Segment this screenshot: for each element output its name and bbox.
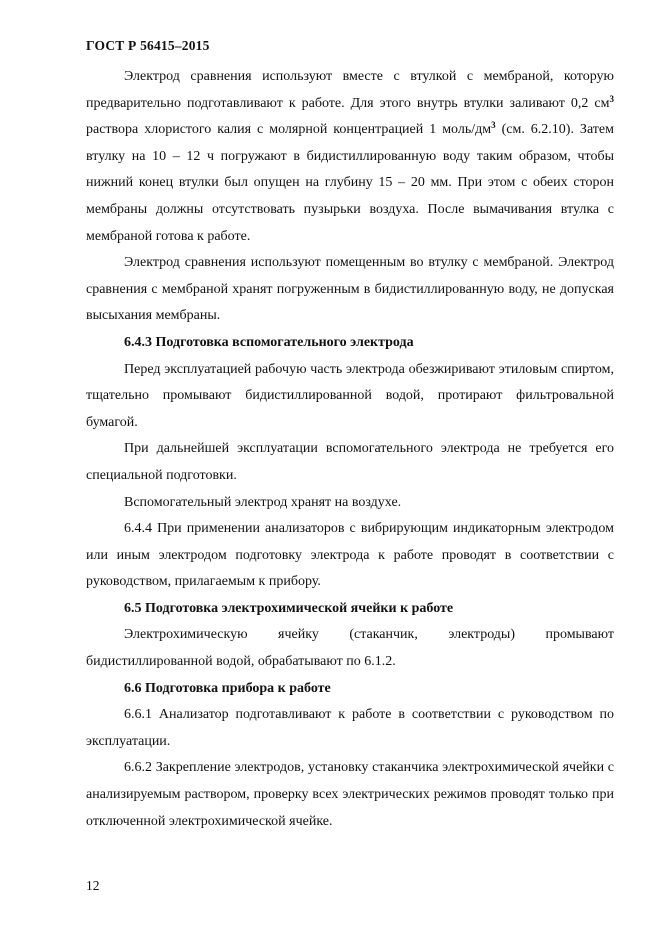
section-heading-6-6: 6.6 Подготовка прибора к работе (124, 680, 331, 696)
paragraph-auxiliary-electrode-prep: Перед эксплуатацией рабочую часть электрода обезжиривают этиловым спиртом, тщательно промывают бидистиллированной водой, протирают фильтровальной бумагой. (86, 361, 614, 430)
paragraph-cell-washing: Электрохимическую ячейку (стаканчик, электроды) промывают бидистиллированной водой, обрабатывают по 6.1.2. (86, 627, 614, 670)
paragraph-text: Электрод сравнения используют вместе с втулкой с мембраной, которую предварительно подготавливают к работе. Для этого внутрь втулки заливают 0,2 см (86, 69, 614, 111)
paragraph-text: раствора хлористого калия с молярной концентрацией 1 моль/дм (86, 122, 492, 138)
paragraph-reference-electrode-storage: Электрод сравнения используют помещенным во втулку с мембраной. Электрод сравнения с мембраной хранят погруженным в бидистиллированную воду, не допуская высыхания мембраны. (86, 255, 614, 324)
page-number: 12 (86, 878, 100, 893)
paragraph-6-6-1: 6.6.1 Анализатор подготавливают к работе в соответствии с руководством по эксплуатации. (86, 707, 614, 749)
section-heading-6-5: 6.5 Подготовка электрохимической ячейки к работе (124, 600, 454, 616)
paragraph-auxiliary-electrode-storage: Вспомогательный электрод хранят на воздухе. (124, 494, 402, 510)
superscript: 3 (609, 93, 614, 104)
paragraph-6-6-2: 6.6.2 Закрепление электродов, установку стаканчика электрохимической ячейки с анализируемым раствором, проверку всех электрических режимов проводят только при отключенной электрохимической ячейке. (86, 760, 614, 829)
superscript: 3 (491, 120, 496, 131)
paragraph-text: (см. 6.2.10). Затем втулку на 10 – 12 ч погружают в бидистиллированную воду таким образом, чтобы нижний конец втулки был опущен на глубину 15 – 20 мм. При этом с обеих сторон мембраны должны отсутствовать пузырьки воздуха. После вымачивания втулка с мембраной готова к работе. (86, 122, 614, 244)
document-header: ГОСТ Р 56415–2015 (86, 38, 210, 53)
paragraph-reference-electrode-membrane (86, 64, 614, 250)
section-heading-6-4-3: 6.4.3 Подготовка вспомогательного электрода (124, 334, 414, 350)
document-body (86, 64, 614, 835)
paragraph-auxiliary-electrode-no-prep: При дальнейшей эксплуатации вспомогательного электрода не требуется его специальной подготовки. (86, 441, 614, 483)
paragraph-6-4-4: 6.4.4 При применении анализаторов с вибрирующим индикаторным электродом или иным электродом подготовку электрода к работе проводят в соответствии с руководством, прилагаемым к прибору. (86, 521, 614, 590)
